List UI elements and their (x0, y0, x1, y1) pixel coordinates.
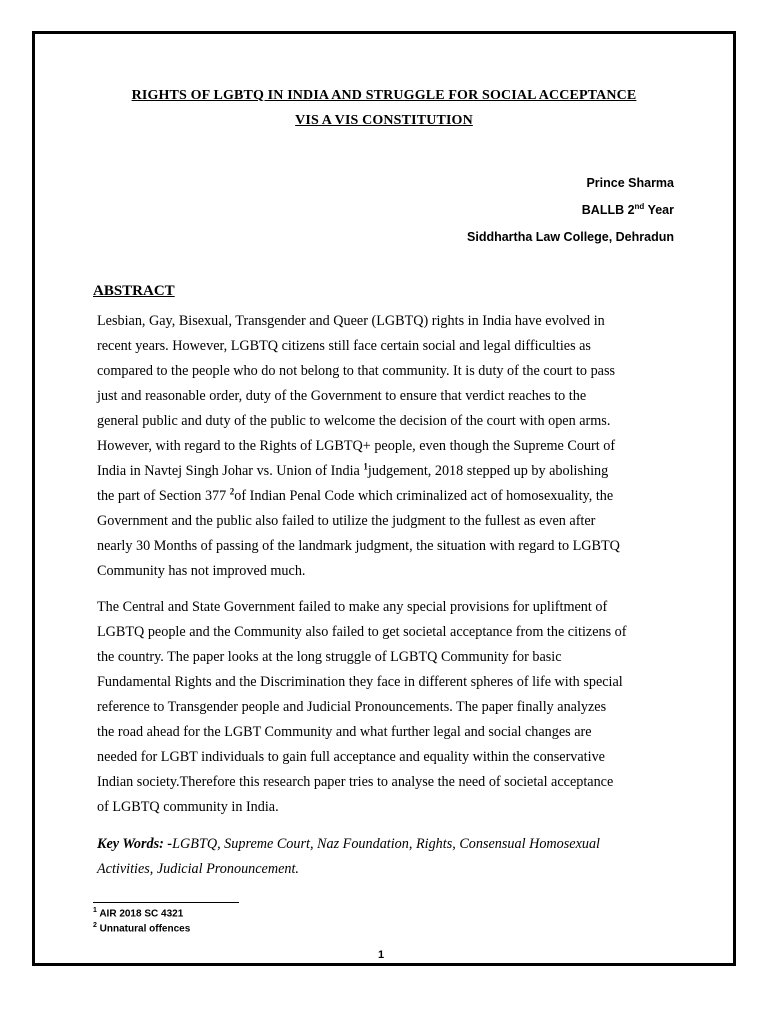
keywords: Key Words: -LGBTQ, Supreme Court, Naz Foundation, Rights, Consensual Homosexual Activities, Judicial Pronouncement. (97, 836, 601, 877)
footnote-ref-1: 1 (363, 461, 368, 472)
keywords-label: Key Words: - (97, 836, 173, 852)
abstract-paragraph-2: The Central and State Government failed to make any special provisions for upliftment of LGBTQ people and the Community also failed to get societal acceptance from the citizens of the country. The paper looks at the long struggle of LGBTQ Community for basic Fundamental Rights and the Discrimination they face in different spheres of life with special reference to Transgender people and Judicial Pronouncements. The paper finally analyzes the road ahead for the LGBT Community and what further legal and social changes are needed for LGBT individuals to gain full acceptance and equality within the conservative Indian society.Therefore this research paper tries to analyse the need of societal acceptance of LGBTQ community in India. (97, 599, 627, 815)
footnote-2: $^2$ Unnatural offences (93, 922, 191, 935)
footnote-separator (93, 902, 239, 903)
paper-title-line-2: VIS A VIS CONSTITUTION (295, 113, 473, 128)
footnote-ref-2: 2 (229, 486, 235, 497)
author-name: Prince Sharma (586, 176, 674, 190)
paper-title-line-1: RIGHTS OF LGBTQ IN INDIA AND STRUGGLE FOR SOCIAL ACCEPTANCE (131, 88, 637, 103)
author-course: BALLB 2nd Year (581, 202, 674, 218)
abstract-heading: ABSTRACT (93, 283, 175, 299)
page-number: 1 (378, 949, 385, 961)
abstract-paragraph-1: Lesbian, Gay, Bisexual, Transgender and Queer (LGBTQ) rights in India have evolved in recent years. However, LGBTQ citizens still face certain social and legal difficulties as compared to the people who do not belong to that community. It is duty of the court to pass just and reasonable order, duty of the Government to ensure that verdict reaches to the general public and duty of the public to welcome the decision of the court with open arms. However, with regard to the Rights of LGBTQ+ people, even though the Supreme Court of India in Navtej Singh Johar vs. Union of India $^1$judgement, 2018 stepped up by abolishing the part of Section 377 $^2$of Indian Penal Code which criminalized act of homosexuality, the Government and the public also failed to utilize the judgment to the fullest as even after nearly 30 Months of passing of the landmark judgment, the situation with regard to LGBTQ Community has not improved much. (97, 313, 620, 579)
author-college: Siddhartha Law College, Dehradun (467, 230, 674, 244)
footnote-1: $^1$ AIR 2018 SC 4321 (93, 907, 184, 920)
